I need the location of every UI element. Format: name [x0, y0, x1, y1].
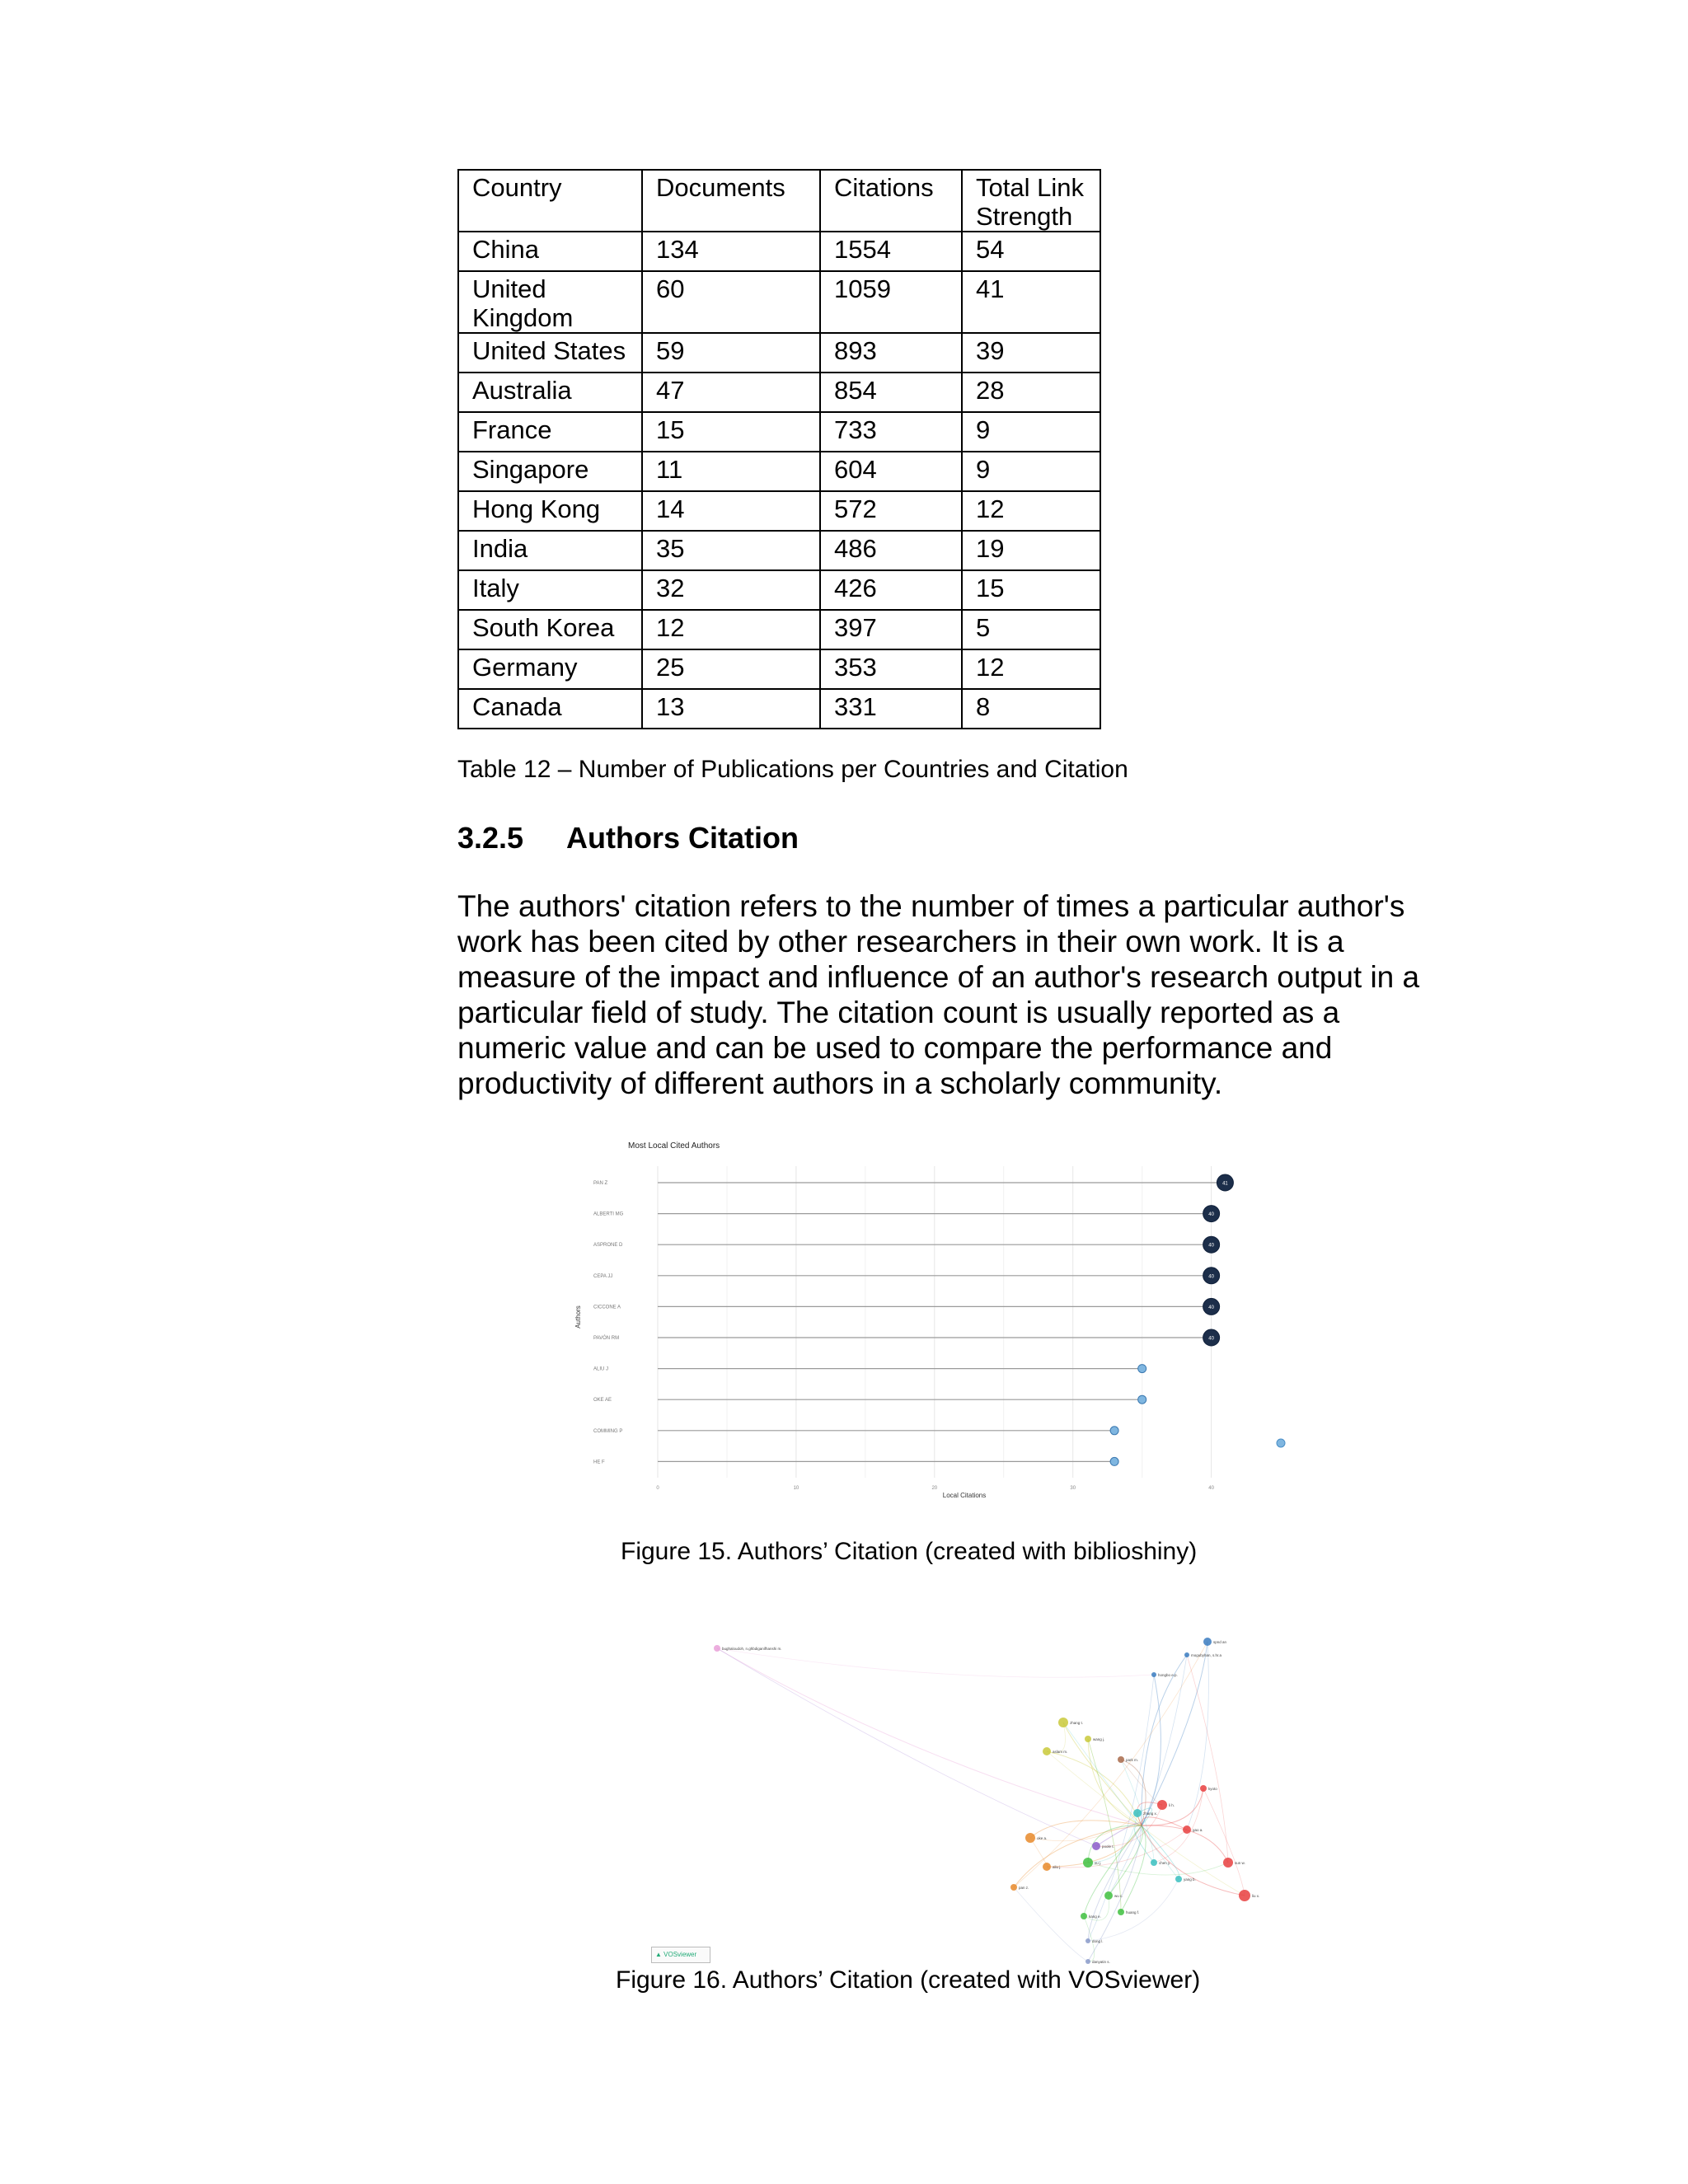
- table-cell: 893: [820, 333, 962, 373]
- table-cell: 41: [962, 271, 1100, 333]
- table-cell: 32: [642, 570, 820, 610]
- network-node-label: poole t.: [1102, 1844, 1114, 1849]
- table-row: [458, 689, 1100, 729]
- network-node: [1157, 1800, 1167, 1810]
- network-node-label: zhang t.: [1070, 1721, 1084, 1725]
- table-header-cell: Country: [458, 170, 642, 232]
- network-edge: [717, 1648, 1096, 1846]
- chart-y-tick-label: CEPA JJ: [593, 1273, 613, 1279]
- table-row: [458, 649, 1100, 689]
- table-caption: Table 12 – Number of Publications per Countries and Citation: [457, 756, 1128, 783]
- chart-y-tick-label: ALIU J: [593, 1366, 609, 1372]
- network-edge: [1142, 1817, 1187, 1830]
- chart-y-tick-label: ASPRONE D: [593, 1243, 623, 1249]
- network-node: [1025, 1833, 1035, 1843]
- table-cell: 733: [820, 412, 962, 452]
- vosviewer-logo-text: VOSviewer: [663, 1951, 697, 1958]
- chart-data-label: 40: [1208, 1243, 1214, 1249]
- section-heading: [457, 821, 799, 855]
- table-header-cell: Citations: [820, 170, 962, 232]
- network-node: [1043, 1863, 1051, 1871]
- network-node: [1151, 1672, 1156, 1677]
- network-edge: [1088, 1739, 1121, 1912]
- chart-points: [1110, 1174, 1233, 1465]
- chart-y-tick-label: PAN Z: [593, 1181, 608, 1186]
- table-cell: 19: [962, 531, 1100, 570]
- chart-y-tick-label: HE F: [593, 1460, 605, 1465]
- network-node-label: yang b.: [1184, 1877, 1196, 1882]
- table-cell: 15: [642, 412, 820, 452]
- table-cell: 572: [820, 491, 962, 531]
- section-number: 3.2.5: [457, 821, 524, 855]
- table-cell: Germany: [458, 649, 642, 689]
- table-cell: Canada: [458, 689, 642, 729]
- chart-y-tick-label: OKE AE: [593, 1398, 612, 1404]
- chart-y-tick-label: COMMING P: [593, 1428, 623, 1434]
- table-cell: 12: [642, 610, 820, 649]
- chart-x-tick-labels: [656, 1486, 1214, 1491]
- table-cell: China: [458, 232, 642, 271]
- table-row: [458, 232, 1100, 271]
- network-node-label: chen y.: [1159, 1861, 1171, 1865]
- chart-y-tick-label: PAVÓN RM: [593, 1336, 620, 1341]
- table-cell: 12: [962, 649, 1100, 689]
- table-cell: Hong Kong: [458, 491, 642, 531]
- table-cell: 47: [642, 373, 820, 412]
- chart-point: [1110, 1427, 1118, 1435]
- network-node: [1223, 1858, 1233, 1868]
- network-node-label: gao a.: [1193, 1828, 1203, 1832]
- chart-point: [1138, 1395, 1146, 1404]
- network-node-label: mogubyhan, s.hr.a: [1191, 1653, 1222, 1657]
- table-cell: 14: [642, 491, 820, 531]
- table-cell: United States: [458, 333, 642, 373]
- table-cell: 1059: [820, 271, 962, 333]
- figure-15-caption: Figure 15. Authors’ Citation (created with biblioshiny): [621, 1538, 1198, 1565]
- table-cell: 486: [820, 531, 962, 570]
- network-node-label: kang e.: [1089, 1915, 1101, 1919]
- vosviewer-logo: [651, 1947, 710, 1963]
- table-cell: 39: [962, 333, 1100, 373]
- network-edge: [1142, 1655, 1187, 1825]
- table-cell: 604: [820, 452, 962, 491]
- network-node-label: kyoto: [1208, 1787, 1217, 1791]
- network-node-label: aslam m.: [1053, 1750, 1068, 1754]
- network-node: [1083, 1858, 1093, 1868]
- chart-data-label: 40: [1208, 1274, 1214, 1280]
- chart-point: [1110, 1457, 1118, 1465]
- table-cell: 854: [820, 373, 962, 412]
- table-cell: 60: [642, 271, 820, 333]
- chart-stems: [658, 1183, 1225, 1461]
- chart-x-tick-label: 30: [1070, 1486, 1076, 1491]
- table-cell: 8: [962, 689, 1100, 729]
- table-cell: France: [458, 412, 642, 452]
- network-node-label: xu j.: [1095, 1861, 1102, 1865]
- network-node: [714, 1645, 720, 1652]
- chart-y-tick-labels: [593, 1181, 624, 1465]
- table-cell: 11: [642, 452, 820, 491]
- chart-data-label: 40: [1208, 1336, 1214, 1342]
- countries-table: [457, 169, 1101, 729]
- network-node: [1118, 1756, 1124, 1763]
- table-row: [458, 271, 1100, 333]
- table-cell: 1554: [820, 232, 962, 271]
- vosviewer-network-map: [659, 1615, 1260, 1978]
- vosviewer-logo-icon: ▲: [655, 1951, 662, 1958]
- table-row: [458, 412, 1100, 452]
- network-edge: [1014, 1642, 1207, 1887]
- table-cell: 28: [962, 373, 1100, 412]
- network-node-label: sun w.: [1235, 1861, 1245, 1865]
- network-node: [1175, 1876, 1182, 1882]
- network-node: [1058, 1718, 1068, 1727]
- network-node: [1200, 1785, 1207, 1792]
- network-node: [1183, 1825, 1191, 1834]
- network-edge: [1014, 1887, 1088, 1961]
- chart-y-tick-label: CICCONE A: [593, 1305, 621, 1310]
- table-cell: Australia: [458, 373, 642, 412]
- table-cell: 59: [642, 333, 820, 373]
- table-header-cell: Documents: [642, 170, 820, 232]
- table-cell: 397: [820, 610, 962, 649]
- network-edge: [1203, 1788, 1245, 1896]
- table-row: [458, 570, 1100, 610]
- network-node-label: pan z.: [1019, 1886, 1029, 1890]
- table-cell: 25: [642, 649, 820, 689]
- chart-x-tick-label: 40: [1208, 1486, 1214, 1491]
- table-cell: 353: [820, 649, 962, 689]
- network-node-label: danyatin s.: [1092, 1960, 1110, 1964]
- network-node: [1092, 1842, 1100, 1850]
- chart-x-tick-label: 0: [656, 1486, 659, 1491]
- network-node: [1203, 1638, 1212, 1646]
- most-local-cited-authors-chart: [569, 1133, 1311, 1512]
- network-node: [1085, 1959, 1090, 1964]
- chart-y-tick-label: ALBERTI MG: [593, 1212, 624, 1217]
- network-node-label: oke a.: [1037, 1836, 1048, 1840]
- network-node: [1081, 1913, 1087, 1919]
- network-edge: [717, 1648, 1154, 1677]
- network-node: [1104, 1891, 1113, 1900]
- network-node: [1184, 1652, 1189, 1657]
- table-cell: 9: [962, 452, 1100, 491]
- table-cell: 15: [962, 570, 1100, 610]
- table-cell: Italy: [458, 570, 642, 610]
- table-header-row: [458, 170, 1100, 232]
- network-node-label: spnd an: [1213, 1640, 1227, 1644]
- table-cell: 9: [962, 412, 1100, 452]
- table-header-cell: Total Link Strength: [962, 170, 1100, 232]
- table-row: [458, 333, 1100, 373]
- network-node: [1151, 1859, 1157, 1866]
- table-row: [458, 491, 1100, 531]
- section-title: Authors Citation: [566, 821, 799, 855]
- section-paragraph: The authors' citation refers to the number of times a particular author's work has been cited by other researchers in their own work. It is a measure of the impact and influence of an author's research output in a particular field of study. The citation count is usually reported as a numeric value and can be used to compare the performance and productivity of different authors in a scholarly community.: [457, 889, 1420, 1100]
- table-cell: 426: [820, 570, 962, 610]
- network-edge: [1187, 1642, 1208, 1830]
- network-node-label: huang f.: [1126, 1910, 1140, 1915]
- network-node: [1043, 1747, 1051, 1755]
- network-node-label: zhang x.: [1143, 1811, 1158, 1816]
- network-node: [1085, 1938, 1090, 1943]
- table-cell: 134: [642, 232, 820, 271]
- chart-data-label: 41: [1222, 1181, 1228, 1187]
- table-cell: 12: [962, 491, 1100, 531]
- table-row: [458, 531, 1100, 570]
- chart-x-tick-label: 20: [931, 1486, 938, 1491]
- table-cell: 5: [962, 610, 1100, 649]
- network-node-label: li h.: [1169, 1803, 1175, 1807]
- network-node-label: hongbo e.p.: [1158, 1673, 1178, 1677]
- chart-x-axis-label: Local Citations: [942, 1492, 987, 1499]
- chart-x-tick-label: 10: [793, 1486, 799, 1491]
- table-cell: 54: [962, 232, 1100, 271]
- table-row: [458, 610, 1100, 649]
- network-node-label: dong l.: [1092, 1939, 1104, 1943]
- table-cell: 35: [642, 531, 820, 570]
- network-node-label: liu x.: [1252, 1894, 1260, 1898]
- network-node-label: wang j.: [1093, 1737, 1105, 1741]
- network-edge: [717, 1648, 1142, 1825]
- chart-data-label: 40: [1208, 1212, 1214, 1218]
- chart-y-axis-label: Authors: [574, 1305, 582, 1329]
- network-node: [1085, 1736, 1091, 1742]
- network-node-label: bughaloudoh, n.ghbdiganifhanshi m.: [722, 1647, 782, 1651]
- chart-title: Most Local Cited Authors: [628, 1141, 720, 1151]
- table-row: [458, 373, 1100, 412]
- network-node: [1239, 1890, 1250, 1901]
- network-edge: [1142, 1642, 1207, 1825]
- network-nodes: [714, 1638, 1259, 1964]
- network-node: [1010, 1884, 1017, 1891]
- table-row: [458, 452, 1100, 491]
- network-node: [1133, 1809, 1142, 1817]
- network-edge: [1088, 1739, 1121, 1912]
- table-cell: South Korea: [458, 610, 642, 649]
- countries-table-body: [458, 170, 1100, 729]
- table-cell: United Kingdom: [458, 271, 642, 333]
- network-node-label: aliu j.: [1053, 1865, 1062, 1869]
- chart-data-label: 40: [1208, 1305, 1214, 1310]
- network-node-label: wu c.: [1114, 1894, 1123, 1898]
- table-cell: 331: [820, 689, 962, 729]
- chart-legend-marker: [1277, 1439, 1285, 1447]
- network-node: [1118, 1909, 1124, 1915]
- table-cell: India: [458, 531, 642, 570]
- network-node-label: park m.: [1126, 1758, 1139, 1762]
- table-cell: Singapore: [458, 452, 642, 491]
- table-cell: 13: [642, 689, 820, 729]
- figure-16-caption: Figure 16. Authors’ Citation (created with VOSviewer): [616, 1966, 1201, 1994]
- chart-point: [1138, 1365, 1146, 1373]
